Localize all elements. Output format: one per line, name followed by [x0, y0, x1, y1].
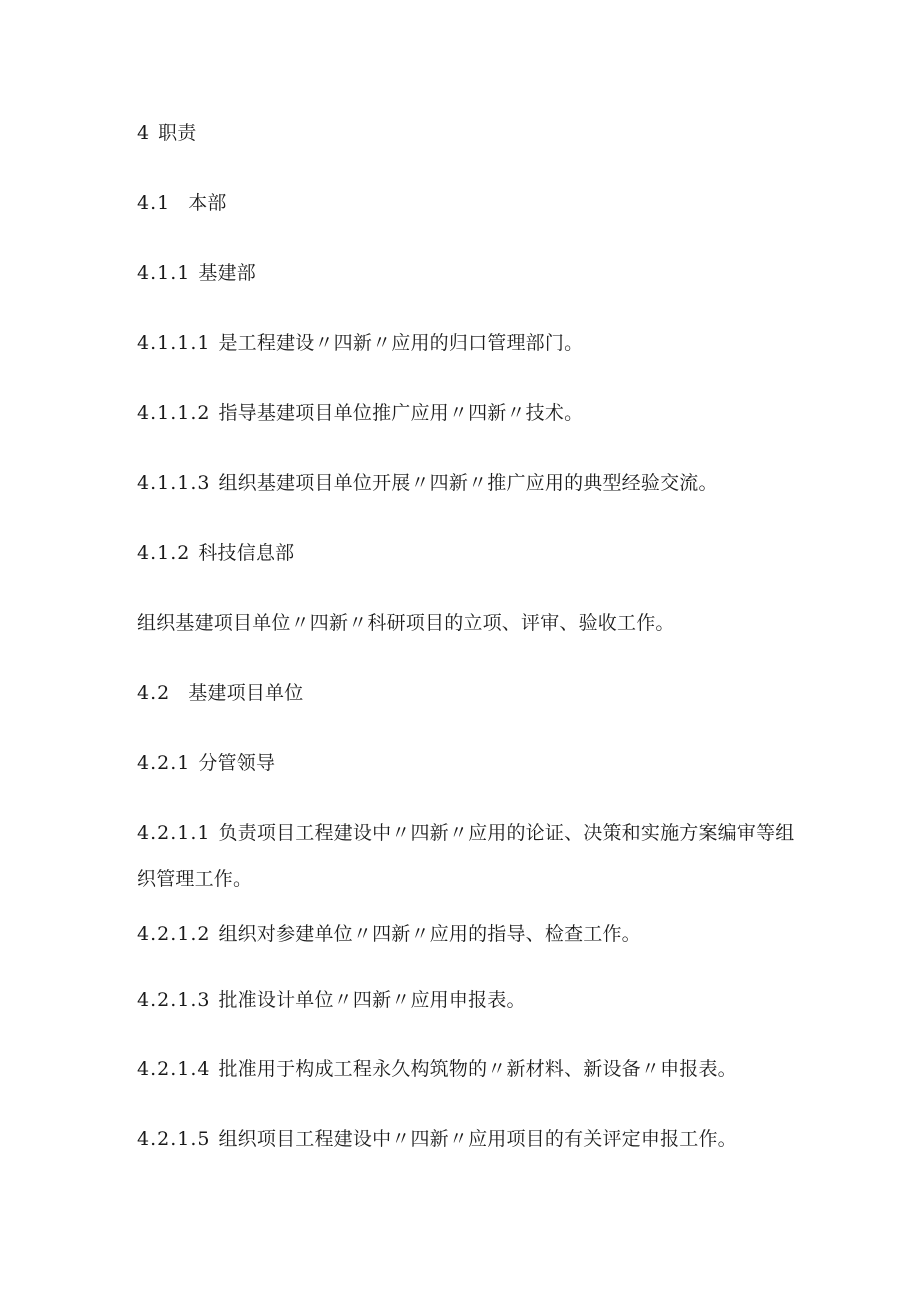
section-number: 4.2.1.2 — [137, 923, 211, 945]
item-4-2-1-1 — [137, 821, 795, 845]
section-number: 4.2.1.4 — [137, 1058, 211, 1080]
item-4-2-1-3 — [137, 988, 526, 1012]
heading-4-1-1 — [137, 261, 256, 285]
item-text: 组织项目工程建设中〃四新〃应用项目的有关评定申报工作。 — [218, 1128, 737, 1150]
item-4-2-1-1-continuation — [137, 867, 252, 891]
item-4-2-1-5 — [137, 1127, 737, 1151]
section-number: 4.2.1.1 — [137, 822, 211, 844]
section-number: 4.2 — [137, 682, 171, 704]
heading-4-1 — [137, 191, 227, 215]
heading-4-2 — [137, 681, 303, 705]
section-title: 职责 — [158, 122, 197, 144]
section-number: 4.1.1.2 — [137, 402, 211, 424]
section-title: 分管领导 — [198, 752, 276, 774]
item-text: 组织基建项目单位开展〃四新〃推广应用的典型经验交流。 — [218, 472, 718, 494]
heading-4-1-2 — [137, 541, 294, 565]
section-number: 4.1.1.1 — [137, 332, 211, 354]
item-text: 批准设计单位〃四新〃应用申报表。 — [218, 989, 526, 1011]
item-4-2-1-4 — [137, 1057, 737, 1081]
item-4-2-1-2 — [137, 922, 641, 946]
section-number: 4.2.1.5 — [137, 1128, 211, 1150]
item-text: 织管理工作。 — [137, 868, 253, 890]
paragraph-text — [137, 611, 675, 635]
item-4-1-1-1 — [137, 331, 583, 355]
heading-4-2-1 — [137, 751, 275, 775]
section-number: 4.1.1 — [137, 262, 191, 284]
item-text: 批准用于构成工程永久构筑物的〃新材料、新设备〃申报表。 — [218, 1058, 737, 1080]
heading-4 — [137, 121, 197, 145]
item-4-1-1-3 — [137, 471, 718, 495]
section-number: 4 — [137, 122, 151, 144]
section-number: 4.1.2 — [137, 542, 191, 564]
section-number: 4.2.1 — [137, 752, 191, 774]
item-text: 组织基建项目单位〃四新〃科研项目的立项、评审、验收工作。 — [137, 612, 675, 634]
section-title: 本部 — [188, 192, 227, 214]
section-title: 基建部 — [198, 262, 256, 284]
section-number: 4.2.1.3 — [137, 989, 211, 1011]
section-title: 基建项目单位 — [188, 682, 304, 704]
item-text: 是工程建设〃四新〃应用的归口管理部门。 — [218, 332, 584, 354]
item-4-1-1-2 — [137, 401, 583, 425]
item-text: 负责项目工程建设中〃四新〃应用的论证、决策和实施方案编审等组 — [218, 822, 795, 844]
item-text: 指导基建项目单位推广应用〃四新〃技术。 — [218, 402, 584, 424]
section-number: 4.1 — [137, 192, 171, 214]
item-text: 组织对参建单位〃四新〃应用的指导、检查工作。 — [218, 923, 641, 945]
section-number: 4.1.1.3 — [137, 472, 211, 494]
section-title: 科技信息部 — [198, 542, 295, 564]
